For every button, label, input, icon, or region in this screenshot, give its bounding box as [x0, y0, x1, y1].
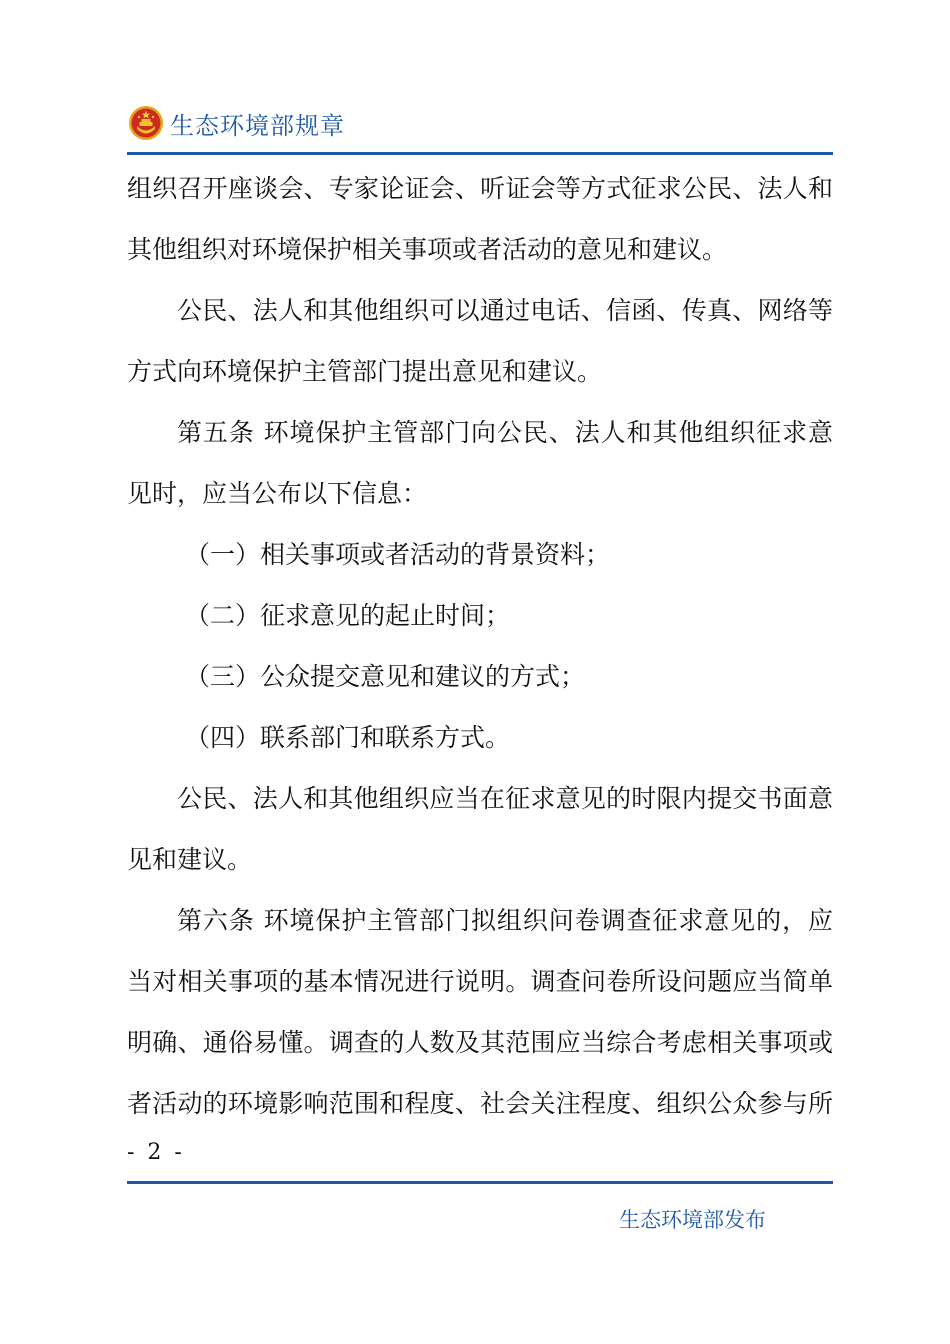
body-line: 其他组织对环境保护相关事项或者活动的意见和建议。: [127, 235, 728, 264]
article-6-heading-line: 第六条 环境保护主管部门拟组织问卷调查征求意见的，应: [177, 906, 833, 935]
body-line: 公民、法人和其他组织应当在征求意见的时限内提交书面意: [177, 784, 833, 813]
document-body: [127, 158, 833, 1134]
list-item: （一）相关事项或者活动的背景资料；: [185, 540, 611, 569]
header-title: 生态环境部规章: [170, 111, 345, 140]
page-number: - 2 -: [127, 1140, 185, 1165]
list-item: （四）联系部门和联系方式。: [185, 723, 511, 752]
body-line: 见时，应当公布以下信息：: [127, 479, 428, 508]
body-line: 见和建议。: [127, 845, 253, 874]
article-5-heading-line: 第五条 环境保护主管部门向公民、法人和其他组织征求意: [177, 418, 833, 447]
body-line: 方式向环境保护主管部门提出意见和建议。: [127, 357, 603, 386]
body-line: 明确、通俗易懂。调查的人数及其范围应当综合考虑相关事项或: [127, 1028, 833, 1057]
header-divider: [127, 152, 833, 155]
list-item: （三）公众提交意见和建议的方式；: [185, 662, 586, 691]
list-item: （二）征求意见的起止时间；: [185, 601, 511, 630]
footer-publisher: 生态环境部发布: [619, 1208, 766, 1232]
national-emblem-icon: [128, 105, 164, 141]
body-line: 当对相关事项的基本情况进行说明。调查问卷所设问题应当简单: [127, 967, 833, 996]
header: [128, 100, 345, 146]
body-line: 公民、法人和其他组织可以通过电话、信函、传真、网络等: [177, 296, 833, 325]
body-line: 者活动的环境影响范围和程度、社会关注程度、组织公众参与所: [127, 1089, 833, 1118]
footer-divider: [127, 1181, 833, 1184]
body-line: 组织召开座谈会、专家论证会、听证会等方式征求公民、法人和: [127, 174, 833, 203]
